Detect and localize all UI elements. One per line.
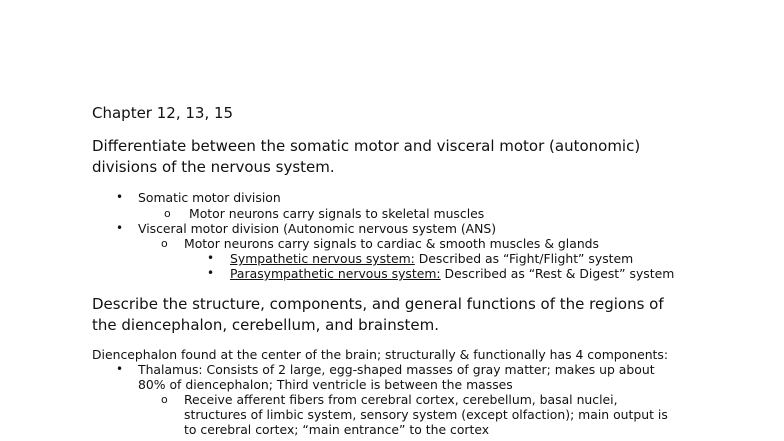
sympathetic-item	[230, 251, 633, 266]
sympathetic-term: Sympathetic nervous system:	[230, 251, 415, 266]
bullet-icon: •	[116, 190, 124, 204]
thalamus-line-1: Thalamus: Consists of 2 large, egg-shaped masses of gray matter; makes up about	[138, 362, 655, 377]
bullet-icon: •	[207, 251, 215, 265]
diencephalon-intro: Diencephalon found at the center of the brain; structurally & functionally has 4 components:	[92, 347, 669, 362]
question-1-line-1: Differentiate between the somatic motor and visceral motor (autonomic)	[92, 137, 641, 155]
afferent-line-3: to cerebral cortex; “main entrance” to the cortex	[184, 422, 490, 437]
question-2-line-2: the diencephalon, cerebellum, and brainstem.	[92, 316, 440, 334]
parasympathetic-item	[230, 266, 674, 281]
chapter-title: Chapter 12, 13, 15	[92, 104, 234, 122]
afferent-line-1: Receive afferent fibers from cerebral cortex, cerebellum, basal nuclei,	[184, 392, 618, 407]
parasympathetic-description: Described as “Rest & Digest” system	[440, 266, 675, 281]
visceral-motor-item: Visceral motor division (Autonomic nervous system (ANS)	[138, 221, 497, 236]
question-1-line-2: divisions of the nervous system.	[92, 158, 335, 176]
sub-bullet-icon: o	[161, 237, 168, 250]
visceral-motor-subitem: Motor neurons carry signals to cardiac & smooth muscles & glands	[184, 236, 599, 251]
somatic-motor-subitem: Motor neurons carry signals to skeletal muscles	[189, 206, 485, 221]
bullet-icon: •	[207, 266, 215, 280]
thalamus-line-2: 80% of diencephalon; Third ventricle is between the masses	[138, 377, 513, 392]
afferent-line-2: structures of limbic system, sensory system (except olfaction); main output is	[184, 407, 668, 422]
sub-bullet-icon: o	[161, 393, 168, 406]
sub-bullet-icon: o	[164, 207, 171, 220]
somatic-motor-item: Somatic motor division	[138, 190, 281, 205]
sympathetic-description: Described as “Fight/Flight” system	[414, 251, 634, 266]
bullet-icon: •	[116, 362, 124, 376]
parasympathetic-term: Parasympathetic nervous system:	[230, 266, 441, 281]
bullet-icon: •	[116, 221, 124, 235]
question-2-line-1: Describe the structure, components, and general functions of the regions of	[92, 295, 664, 313]
